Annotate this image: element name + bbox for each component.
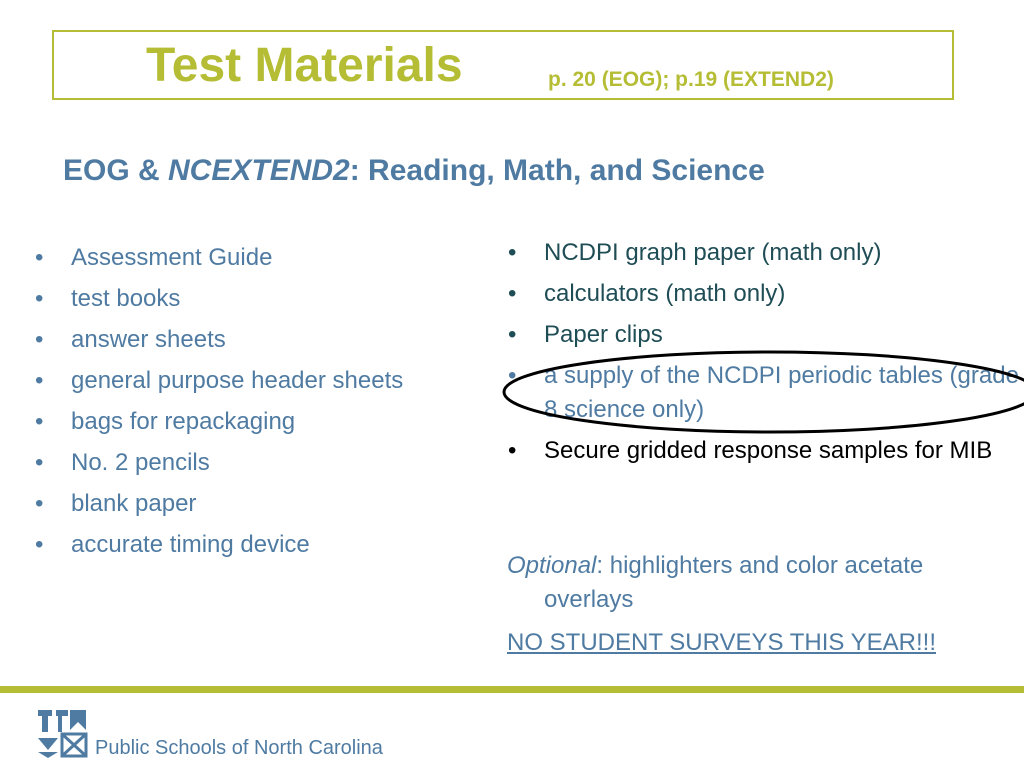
list-item [504, 236, 1024, 270]
no-surveys-notice: NO STUDENT SURVEYS THIS YEAR!!! [507, 629, 936, 656]
bullet: • [508, 280, 517, 307]
subtitle-part1: EOG & [63, 154, 169, 187]
list-item-label: blank paper [71, 490, 197, 517]
bullet: • [508, 362, 517, 389]
list-item-label: answer sheets [71, 326, 226, 353]
bullet: • [35, 326, 44, 353]
footer-org-name: Public Schools of North Carolina [95, 737, 383, 759]
list-item-label: test books [71, 285, 181, 312]
bullet: • [35, 490, 44, 517]
list-item [31, 323, 403, 357]
list-item-label: bags for repackaging [71, 408, 296, 435]
list-item [31, 282, 403, 316]
left-materials-list [31, 241, 403, 569]
list-item [31, 405, 403, 439]
bullet: • [35, 244, 44, 271]
bullet: • [508, 321, 517, 348]
bullet: • [35, 531, 44, 558]
list-item [31, 446, 403, 480]
bullet: • [508, 239, 517, 266]
subtitle-italic: NCEXTEND2 [168, 154, 350, 187]
highlight-ellipse [500, 348, 1024, 436]
list-item-label: calculators (math only) [544, 280, 786, 307]
optional-text: : highlighters and color acetate [596, 552, 924, 579]
list-item [504, 277, 1024, 311]
list-item-label: Secure gridded response samples for MIB [544, 437, 993, 464]
list-item [31, 487, 403, 521]
optional-text-continued: overlays [544, 586, 634, 613]
list-item-label: accurate timing device [71, 531, 310, 558]
list-item [504, 318, 1024, 352]
slide-title-reference: p. 20 (EOG); p.19 (EXTEND2) [548, 68, 834, 91]
list-item [31, 364, 403, 398]
bullet: • [35, 367, 44, 394]
list-item-label: No. 2 pencils [71, 449, 210, 476]
bullet: • [35, 408, 44, 435]
slide-subtitle [63, 153, 765, 189]
list-item-label: general purpose header sheets [71, 367, 404, 394]
subtitle-part2: : Reading, Math, and Science [349, 154, 765, 187]
list-item-label: a supply of the NCDPI periodic tables (grade 8 science only) [544, 362, 1019, 423]
dpi-logo-icon [34, 704, 90, 760]
bullet: • [508, 437, 517, 464]
list-item [31, 528, 403, 562]
footer-divider [0, 686, 1024, 693]
slide-title: Test Materials [146, 39, 463, 92]
optional-lead: Optional [507, 552, 597, 579]
list-item-label: Paper clips [544, 321, 663, 348]
optional-note [507, 549, 1017, 617]
bullet: • [35, 449, 44, 476]
list-item-label: Assessment Guide [71, 244, 273, 271]
bullet: • [35, 285, 44, 312]
list-item [504, 434, 1024, 468]
list-item-label: NCDPI graph paper (math only) [544, 239, 882, 266]
list-item [31, 241, 403, 275]
